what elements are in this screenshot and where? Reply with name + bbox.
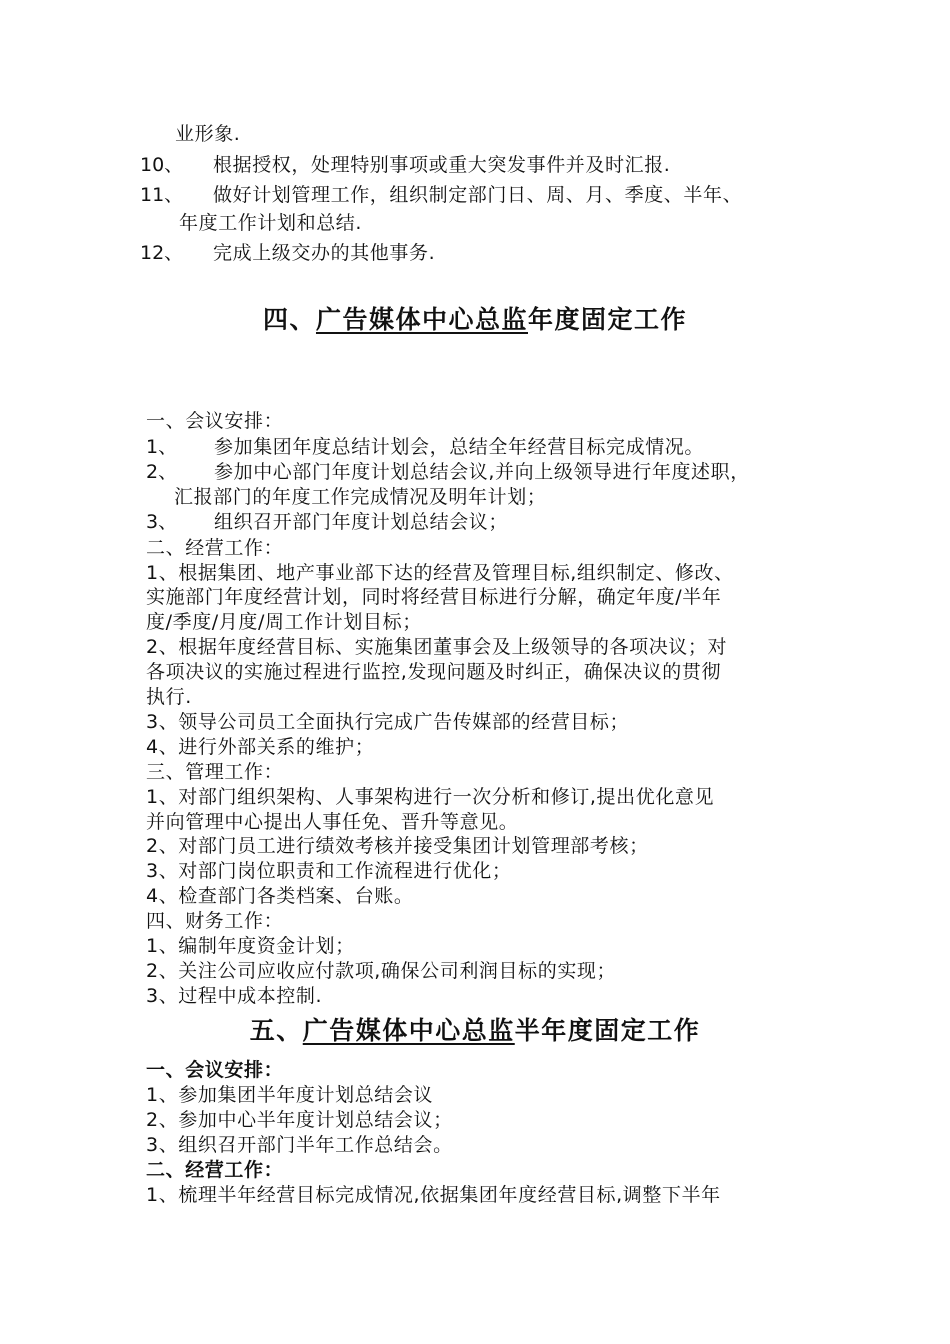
s4-management-line-5: 4、检查部门各类档案、台账。	[146, 885, 414, 907]
section-4-heading-underlined: 广告媒体中心总监	[315, 305, 528, 334]
s4-meeting-item-2-number: 2、	[146, 461, 178, 483]
s5-meeting-line-3: 3、组织召开部门半年工作总结会。	[146, 1134, 453, 1156]
s4-management-line-1: 1、对部门组织架构、人事架构进行一次分析和修订,提出优化意见	[146, 786, 715, 808]
s4-operation-line-1: 1、根据集团、地产事业部下达的经营及管理目标,组织制定、修改、	[146, 562, 734, 584]
s4-operation-line-3: 度/季度/月度/周工作计划目标；	[146, 611, 422, 633]
s4-operation-title: 二、经营工作：	[146, 537, 284, 559]
s4-operation-line-5: 各项决议的实施过程进行监控,发现问题及时纠正，确保决议的贯彻	[146, 661, 722, 683]
s4-meeting-item-2-text: 参加中心部门年度计划总结会议,并向上级领导进行年度述职，	[214, 461, 750, 483]
s4-management-title: 三、管理工作：	[146, 761, 284, 783]
s4-meeting-item-1-text: 参加集团年度总结计划会，总结全年经营目标完成情况。	[214, 436, 705, 458]
s4-operation-line-4: 2、根据年度经营目标、实施集团董事会及上级领导的各项决议；对	[146, 636, 728, 658]
s5-meeting-title: 一、会议安排：	[146, 1059, 284, 1081]
s5-meeting-line-2: 2、参加中心半年度计划总结会议；	[146, 1109, 453, 1131]
s4-operation-line-2: 实施部门年度经营计划，同时将经营目标进行分解，确定年度/半年	[146, 586, 722, 608]
section-4-heading-suffix: 年度固定工作	[528, 305, 688, 334]
item-11-continuation: 年度工作计划和总结.	[179, 212, 363, 234]
item-10-text: 根据授权，处理特别事项或重大突发事件并及时汇报.	[213, 154, 671, 176]
s4-meeting-title: 一、会议安排：	[146, 410, 284, 432]
s4-finance-line-1: 1、编制年度资金计划；	[146, 935, 355, 957]
s4-management-line-4: 3、对部门岗位职责和工作流程进行优化；	[146, 860, 512, 882]
item-11-text: 做好计划管理工作，组织制定部门日、周、月、季度、半年、	[213, 184, 743, 206]
s5-meeting-line-1: 1、参加集团半年度计划总结会议	[146, 1084, 434, 1106]
item-12-text: 完成上级交办的其他事务.	[213, 242, 436, 264]
item-9-continuation: 业形象.	[175, 123, 241, 145]
s4-meeting-item-2-continuation: 汇报部门的年度工作完成情况及明年计划；	[174, 486, 547, 508]
s4-meeting-item-1-number: 1、	[146, 436, 178, 458]
s5-operation-line-1: 1、梳理半年经营目标完成情况,依据集团年度经营目标,调整下半年	[146, 1184, 721, 1206]
s4-meeting-item-3-text: 组织召开部门年度计划总结会议；	[214, 511, 509, 533]
section-5-heading-suffix: 半年度固定工作	[514, 1016, 701, 1045]
s4-operation-line-6: 执行.	[146, 686, 192, 708]
section-4-heading-prefix: 四、	[262, 305, 316, 334]
item-12-number: 12、	[140, 242, 184, 264]
item-11-number: 11、	[140, 184, 184, 206]
section-5-heading-underlined: 广告媒体中心总监	[302, 1016, 515, 1045]
s4-finance-title: 四、财务工作：	[146, 910, 284, 932]
item-10-number: 10、	[140, 154, 184, 176]
s5-operation-title: 二、经营工作：	[146, 1159, 284, 1181]
section-5-heading	[0, 1014, 950, 1048]
s4-finance-line-3: 3、过程中成本控制.	[146, 985, 323, 1007]
s4-finance-line-2: 2、关注公司应收应付款项,确保公司利润目标的实现；	[146, 960, 617, 982]
s4-meeting-item-3-number: 3、	[146, 511, 178, 533]
s4-management-line-3: 2、对部门员工进行绩效考核并接受集团计划管理部考核；	[146, 835, 649, 857]
section-4-heading	[0, 303, 950, 337]
s4-operation-line-7: 3、领导公司员工全面执行完成广告传媒部的经营目标；	[146, 711, 630, 733]
s4-management-line-2: 并向管理中心提出人事任免、晋升等意见。	[146, 811, 519, 833]
section-5-heading-prefix: 五、	[249, 1016, 303, 1045]
s4-operation-line-8: 4、进行外部关系的维护；	[146, 736, 375, 758]
